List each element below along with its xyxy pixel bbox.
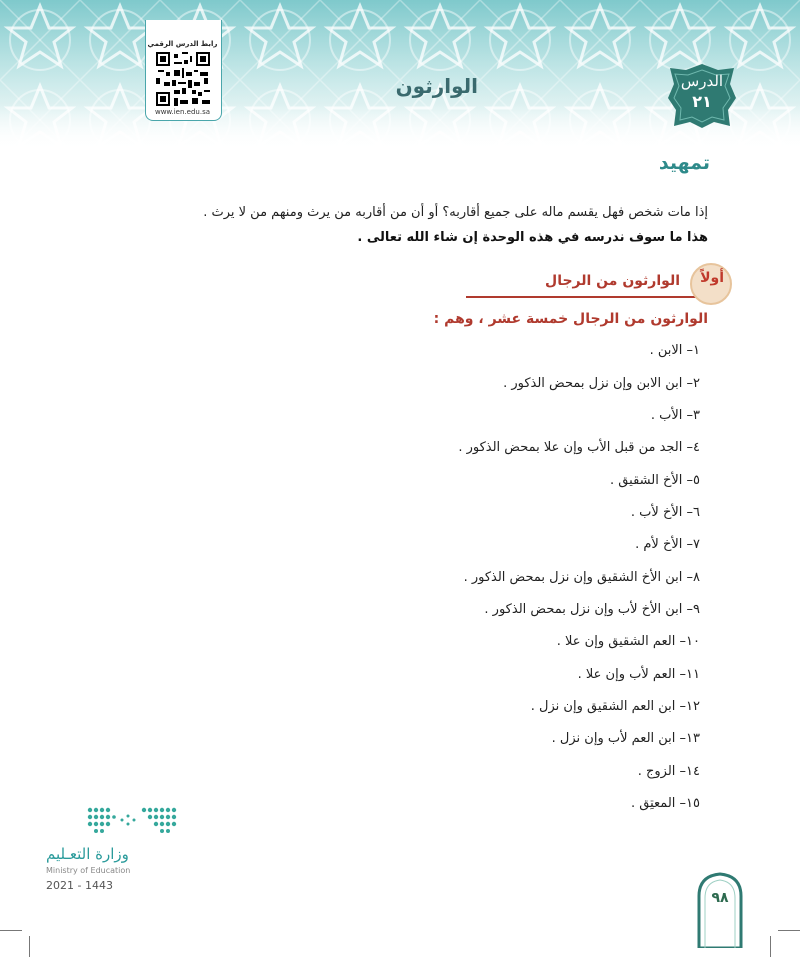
ministry-name-english: Ministry of Education xyxy=(46,866,131,875)
list-item: ٩– ابن الأخ لأب وإن نزل بمحض الذكور . xyxy=(484,602,700,617)
list-item: ١١– العم لأب وإن علا . xyxy=(577,667,700,682)
list-item: ١٣– ابن العم لأب وإن نزل . xyxy=(551,731,700,746)
qr-label: رابط الدرس الرقمي xyxy=(147,40,218,48)
list-item: ٧– الأخ لأم . xyxy=(635,537,700,552)
list-item: ١٥– المعتِق . xyxy=(631,796,700,811)
list-item: ٢– ابن الابن وإن نزل بمحض الذكور . xyxy=(503,376,700,391)
page-number-tab xyxy=(695,872,745,948)
qr-code-icon[interactable] xyxy=(156,52,210,106)
ministry-name-arabic: وزارة التعـليم xyxy=(46,845,129,863)
intro-statement: هذا ما سوف ندرسه في هذه الوحدة إن شاء الله تعالى . xyxy=(357,230,708,245)
list-item: ٦– الأخ لأب . xyxy=(630,505,700,520)
section-underline xyxy=(466,296,721,298)
lesson-number: ٢١ xyxy=(692,92,712,111)
page-number: ٩٨ xyxy=(711,890,729,906)
heirs-intro: الوارثون من الرجال خمسة عشر ، وهم : xyxy=(433,311,708,327)
crop-mark xyxy=(29,936,30,957)
list-item: ١٢– ابن العم الشقيق وإن نزل . xyxy=(530,699,700,714)
list-item: ٨– ابن الأخ الشقيق وإن نزل بمحض الذكور . xyxy=(463,570,700,585)
intro-question: إذا مات شخص فهل يقسم ماله على جميع أقاربه؟ أو أن من أقاربه من يرث ومنهم من لا يرث . xyxy=(203,205,708,220)
list-item: ٥– الأخ الشقيق . xyxy=(610,473,700,488)
edition-year: 2021 - 1443 xyxy=(46,879,113,892)
intro-heading: تمهيد xyxy=(658,152,710,174)
crop-mark xyxy=(770,936,771,957)
section-title: الوارثون من الرجال xyxy=(545,273,680,289)
section-number: أولاً xyxy=(700,270,724,286)
list-item: ٣– الأب . xyxy=(650,408,700,423)
list-item: ١٤– الزوج . xyxy=(637,764,700,779)
crop-mark xyxy=(778,930,800,931)
lesson-title: الوارثون xyxy=(395,74,478,98)
list-item: ٤– الجد من قبل الأب وإن علا بمحض الذكور . xyxy=(458,440,700,455)
qr-url[interactable]: www.ien.edu.sa xyxy=(154,108,211,116)
list-item: ١٠– العم الشقيق وإن علا . xyxy=(556,634,700,649)
list-item: ١– الابن . xyxy=(649,343,700,358)
ministry-logo-icon xyxy=(86,806,180,834)
lesson-label: الدرس xyxy=(680,72,724,90)
crop-mark xyxy=(0,930,22,931)
